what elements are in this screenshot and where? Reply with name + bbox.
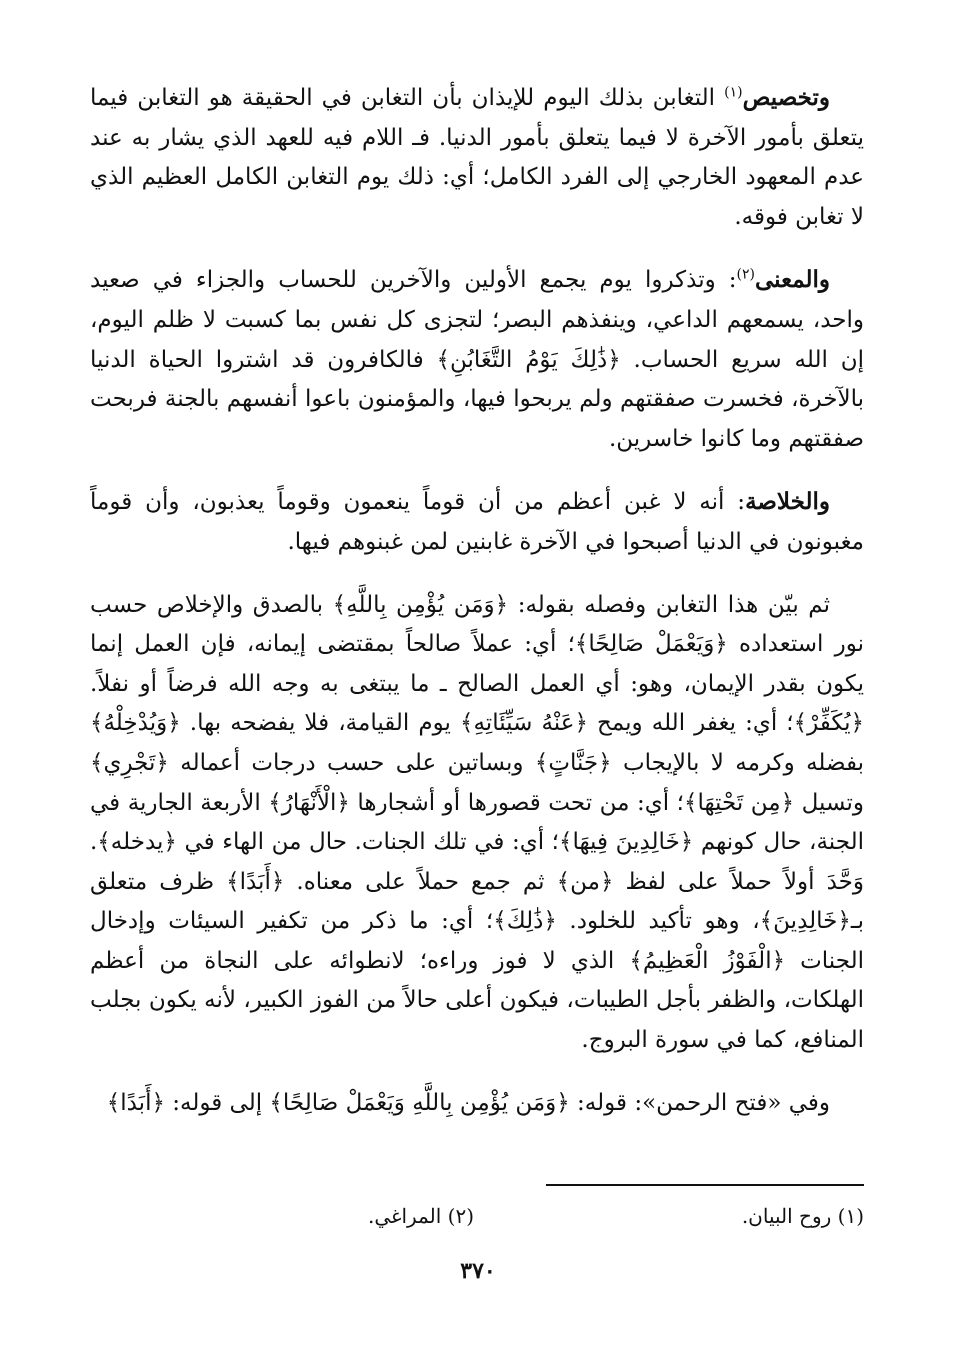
- paragraph-lead: وتخصيص: [742, 84, 830, 111]
- paragraph-text: ثم بيّن هذا التغابن وفصله بقوله: ﴿وَمَن يُؤْمِن بِاللَّهِ﴾ بالصدق والإخلاص حسب نور استعداده ﴿وَيَعْمَلْ صَالِحًا﴾؛ أي: عملاً صالحاً بمقتضى إيمانه، فإن العمل إنما يكون بقدر الإيمان، وهو: أي العمل الصالح ـ ما يبتغى به وجه الله فرضاً أو نفلاً. ﴿يُكَفِّرْ﴾؛ أي: يغفر الله ويمح ﴿عَنْهُ سَيِّئَاتِهِ﴾ يوم القيامة، فلا يفضحه بها. ﴿وَيُدْخِلْهُ﴾ بفضله وكرمه لا بالإيجاب ﴿جَنَّاتٍ﴾ وبساتين على حسب درجات أعماله ﴿تَجْرِي﴾ وتسيل ﴿مِن تَحْتِهَا﴾؛ أي: من تحت قصورها أو أشجارها ﴿الْأَنْهَارُ﴾ الأربعة الجارية في الجنة، حال كونهم ﴿خَالِدِينَ فِيهَا﴾؛ أي: في تلك الجنات. حال من الهاء في ﴿يدخله﴾. وَحَّدَ أولاً حملاً على لفظ ﴿من﴾ ثم جمع حملاً على معناه. ﴿أَبَدًا﴾ ظرف متعلق بـ﴿خَالِدِينَ﴾، وهو تأكيد للخلود. ﴿ذَٰلِكَ﴾؛ أي: ما ذكر من تكفير السيئات وإدخال الجنات ﴿الْفَوْزُ الْعَظِيمُ﴾ الذي لا فوز وراءه؛ لانطوائه على النجاة من أعظم الهلكات، والظفر بأجل الطيبات، فيكون أعلى حالاً من الفوز الكبير، لأنه يكون بجلب المنافع، كما في سورة البروج.: [90, 591, 864, 1054]
- footnote-marker: (٢): [736, 266, 755, 283]
- footnote-number: (١): [837, 1204, 864, 1228]
- footnote-marker: (١): [724, 84, 743, 101]
- paragraph-specification: [90, 78, 864, 237]
- paragraph-lead: والخلاصة: [745, 488, 830, 516]
- footnote-number: (٢): [447, 1204, 474, 1228]
- footnote-text: المراغي.: [367, 1204, 442, 1228]
- paragraph-explanation: [90, 586, 864, 1061]
- paragraph-meaning: [90, 260, 864, 459]
- paragraph-summary: [90, 482, 864, 562]
- paragraph-text: وفي «فتح الرحمن»: قوله: ﴿وَمَن يُؤْمِن بِاللَّهِ وَيَعْمَلْ صَالِحًا﴾ إلى قوله: ﴿أَبَدًا﴾: [106, 1089, 830, 1116]
- footnote-2: [368, 1202, 474, 1230]
- paragraph-text: : أنه لا غبن أعظم من أن قوماً ينعمون وقوماً يعذبون، وأن قوماً مغبونون في الدنيا أصبحوا في الآخرة غابنين لمن غبنوهم فيها.: [90, 489, 864, 555]
- page-body: [90, 78, 864, 1146]
- footnote-divider: [546, 1184, 864, 1186]
- footnote-text: روح البيان.: [741, 1204, 832, 1228]
- paragraph-text: : وتذكروا يوم يجمع الأولين والآخرين للحساب والجزاء في صعيد واحد، يسمعهم الداعي، وينفذهم البصر؛ لتجزى كل نفس بما كسبت لا ظلم اليوم، إن الله سريع الحساب. ﴿ذَٰلِكَ يَوْمُ التَّغَابُنِ﴾ فالكافرون قد اشتروا الحياة الدنيا بالآخرة، فخسرت صفقتهم ولم يربحوا فيها، والمؤمنون باعوا أنفسهم بالجنة فربحت صفقتهم وما كانوا خاسرين.: [90, 267, 864, 452]
- paragraph-lead: والمعنى: [754, 266, 830, 294]
- footnote-1: [742, 1202, 864, 1230]
- page-number: ٣٧٠: [460, 1258, 496, 1284]
- paragraph-fath-al-rahman: [90, 1084, 864, 1124]
- paragraph-text: التغابن بذلك اليوم للإيذان بأن التغابن في الحقيقة هو التغابن فيما يتعلق بأمور الآخرة لا فيما يتعلق بأمور الدنيا. فـ اللام فيه للعهد الذي يشار به عند عدم المعهود الخارجي إلى الفرد الكامل؛ أي: ذلك يوم التغابن الكامل العظيم الذي لا تغابن فوقه.: [90, 85, 864, 230]
